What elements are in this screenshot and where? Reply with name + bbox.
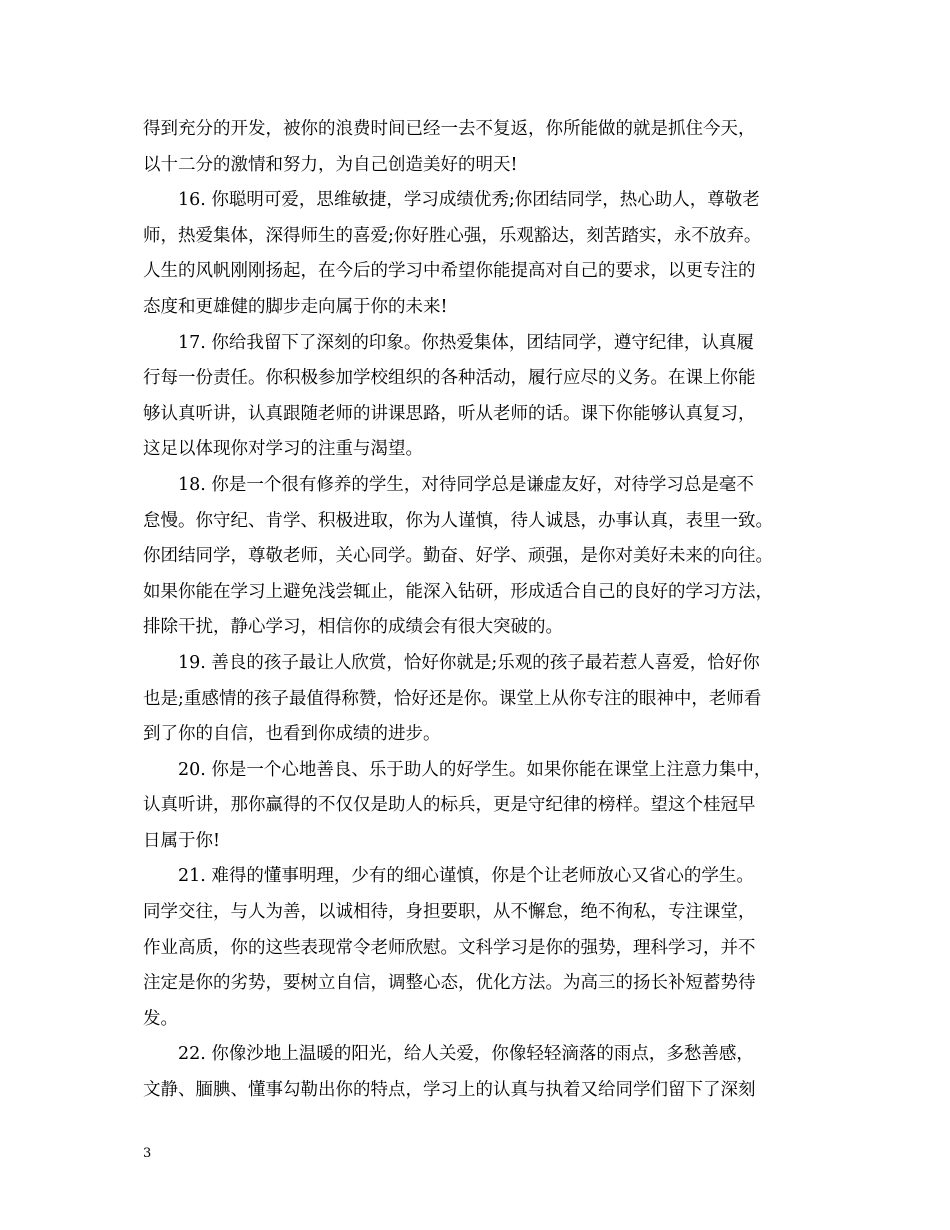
- text-line: 19. 善良的孩子最让人欣赏，恰好你就是;乐观的孩子最若惹人喜爱，恰好你: [178, 652, 760, 673]
- text-line: 17. 你给我留下了深刻的印象。你热爱集体，团结同学，遵守纪律，认真履: [178, 332, 754, 353]
- text-line: 18. 你是一个很有修养的学生，对待同学总是谦虚友好，对待学习总是毫不: [178, 474, 754, 495]
- text-line: 人生的风帆刚刚扬起，在今后的学习中希望你能提高对自己的要求，以更专注的: [143, 261, 756, 282]
- text-line: 这足以体现你对学习的注重与渴望。: [143, 439, 423, 460]
- text-line: 也是;重感情的孩子最值得称赞，恰好还是你。课堂上从你专注的眼神中，老师看: [143, 688, 762, 709]
- text-line: 16. 你聪明可爱，思维敏捷，学习成绩优秀;你团结同学，热心助人，尊敬老: [178, 190, 760, 211]
- text-line: 到了你的自信，也看到你成绩的进步。: [143, 724, 441, 745]
- text-line: 师，热爱集体，深得师生的喜爱;你好胜心强，乐观豁达，刻苦踏实，永不放弃。: [143, 225, 762, 246]
- text-line: 日属于你!: [143, 830, 221, 851]
- text-line: 20. 你是一个心地善良、乐于助人的好学生。如果你能在课堂上注意力集中，: [178, 759, 772, 780]
- text-line: 态度和更雄健的脚步走向属于你的未来!: [143, 296, 448, 317]
- text-line: 得到充分的开发，被你的浪费时间已经一去不复返，你所能做的就是抓住今天，: [143, 119, 756, 139]
- text-line: 同学交往，与人为善，以诚相待，身担要职，从不懈怠，绝不徇私，专注课堂，: [143, 902, 756, 923]
- text-line: 发。: [143, 1008, 178, 1029]
- text-line: 21. 难得的懂事明理，少有的细心谨慎，你是个让老师放心又省心的学生。: [178, 866, 754, 887]
- text-line: 22. 你像沙地上温暖的阳光，给人关爱，你像轻轻滴落的雨点，多愁善感，: [178, 1044, 754, 1065]
- document-body: [143, 112, 813, 1109]
- text-line: 作业高质，你的这些表现常令老师欣慰。文科学习是你的强势，理科学习，并不: [143, 937, 756, 958]
- text-line: 认真听讲，那你赢得的不仅仅是助人的标兵，更是守纪律的榜样。望这个桂冠早: [143, 795, 756, 816]
- text-line: 注定是你的劣势，要树立自信，调整心态，优化方法。为高三的扬长补短蓄势待: [143, 973, 756, 994]
- text-line: 排除干扰，静心学习，相信你的成绩会有很大突破的。: [143, 617, 563, 638]
- text-line: 你团结同学，尊敬老师，关心同学。勤奋、好学、顽强，是你对美好未来的向往。: [143, 546, 773, 567]
- text-line: 文静、腼腆、懂事勾勒出你的特点，学习上的认真与执着又给同学们留下了深刻: [143, 1080, 756, 1101]
- text-line: 够认真听讲，认真跟随老师的讲课思路，听从老师的话。课下你能够认真复习，: [143, 403, 756, 424]
- text-line: 如果你能在学习上避免浅尝辄止，能深入钻研，形成适合自己的良好的学习方法，: [143, 581, 773, 602]
- text-line: 行每一份责任。你积极参加学校组织的各种活动，履行应尽的义务。在课上你能: [143, 368, 756, 389]
- text-line: 以十二分的激情和努力，为自己创造美好的明天!: [143, 154, 518, 175]
- text-line: 怠慢。你守纪、肯学、积极进取，你为人谨慎，待人诚恳，办事认真，表里一致。: [143, 510, 773, 531]
- page-number: 3: [143, 1146, 152, 1161]
